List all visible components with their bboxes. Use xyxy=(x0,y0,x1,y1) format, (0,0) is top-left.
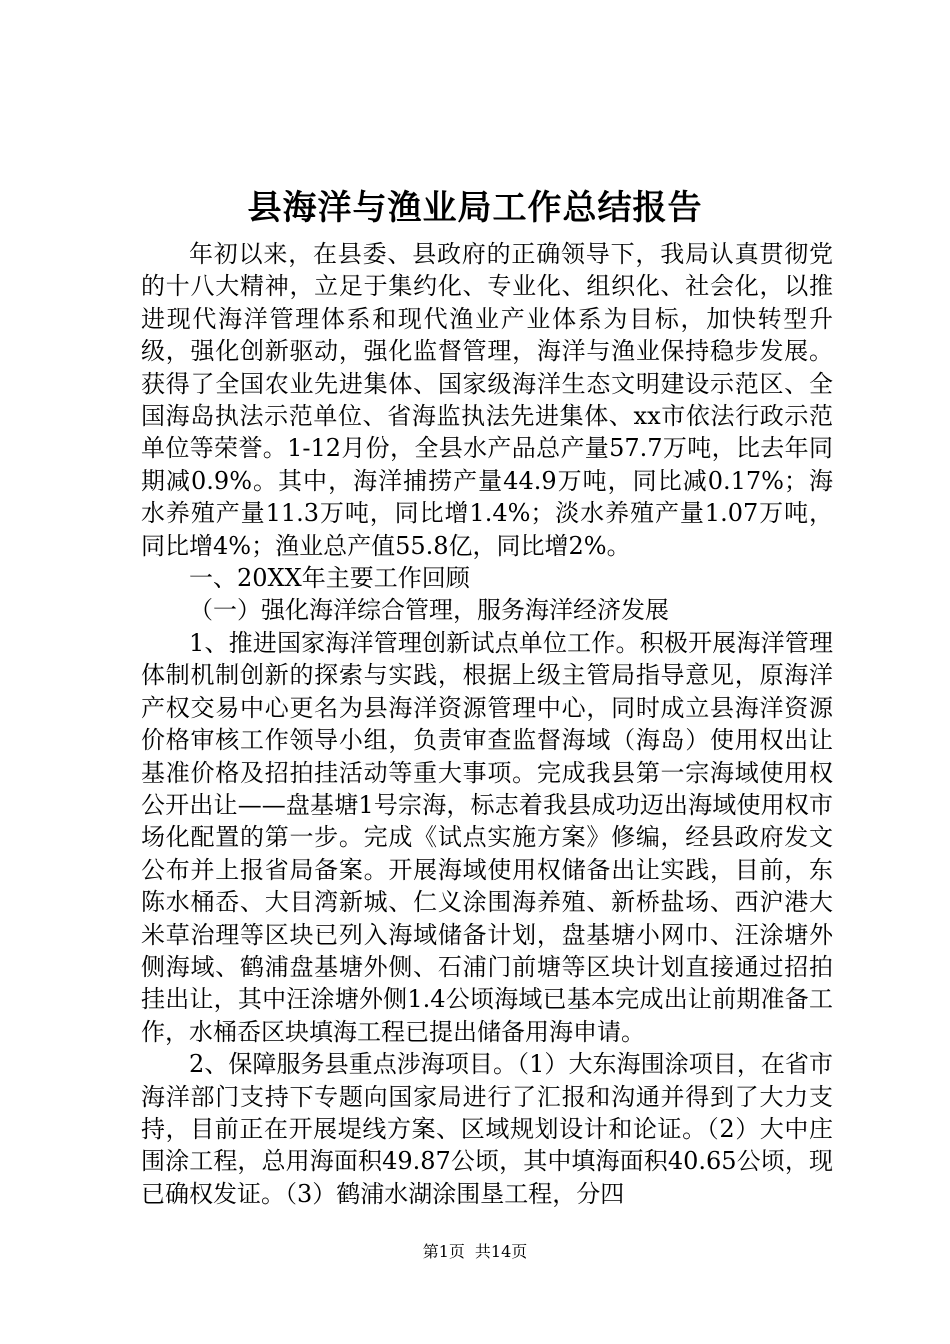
paragraph-intro: 年初以来，在县委、县政府的正确领导下，我局认真贯彻党的十八大精神，立足于集约化、专业化、组织化、社会化，以推进现代海洋管理体系和现代渔业产业体系为目标，加快转型升级，强化创新驱动，强化监督管理，海洋与渔业保持稳步发展。获得了全国农业先进集体、国家级海洋生态文明建设示范区、全国海岛执法示范单位、省海监执法先进集体、xx市依法行政示范单位等荣誉。1-12月份，全县水产品总产量57.7万吨，比去年同期减0.9%。其中，海洋捕捞产量44.9万吨，同比减0.17%；海水养殖产量11.3万吨，同比增1.4%；淡水养殖产量1.07万吨，同比增4%；渔业总产值55.8亿，同比增2%。 xyxy=(141,240,833,560)
document-title: 县海洋与渔业局工作总结报告 xyxy=(247,188,703,228)
page-total: 共14页 xyxy=(474,1242,528,1261)
paragraph-item-1: 1、推进国家海洋管理创新试点单位工作。积极开展海洋管理体制机制创新的探索与实践，根据上级主管局指导意见，原海洋产权交易中心更名为县海洋资源管理中心，同时成立县海洋资源价格审核工作领导小组，负责审查监督海域（海岛）使用权出让基准价格及招拍挂活动等重大事项。完成我县第一宗海域使用权公开出让——盘基塘1号宗海，标志着我县成功迈出海域使用权市场化配置的第一步。完成《试点实施方案》修编，经县政府发文公布并上报省局备案。开展海域使用权储备出让实践，目前，东陈水桶岙、大目湾新城、仁义涂围海养殖、新桥盐场、西沪港大米草治理等区块已列入海域储备计划，盘基塘小网巾、汪涂塘外侧海域、鹤浦盘基塘外侧、石浦门前塘等区块计划直接通过招拍挂出让，其中汪涂塘外侧1.4公顷海域已基本完成出让前期准备工作，水桶岙区块填海工程已提出储备用海申请。 xyxy=(141,628,833,1046)
section-heading: 一、20XX年主要工作回顾 xyxy=(189,564,470,593)
page-number: 第1页 xyxy=(422,1242,465,1261)
document-body xyxy=(141,238,833,1210)
page-footer xyxy=(0,1241,950,1263)
subsection-heading: （一）强化海洋综合管理，服务海洋经济发展 xyxy=(189,596,669,625)
paragraph-item-2: 2、保障服务县重点涉海项目。（1）大东海围涂项目，在省市海洋部门支持下专题向国家局进行了汇报和沟通并得到了大力支持，目前正在开展堤线方案、区域规划设计和论证。（2）大中庄围涂工程，总用海面积49.87公顷，其中填海面积40.65公顷，现已确权发证。（3）鹤浦水湖涂围垦工程，分四 xyxy=(141,1050,833,1208)
